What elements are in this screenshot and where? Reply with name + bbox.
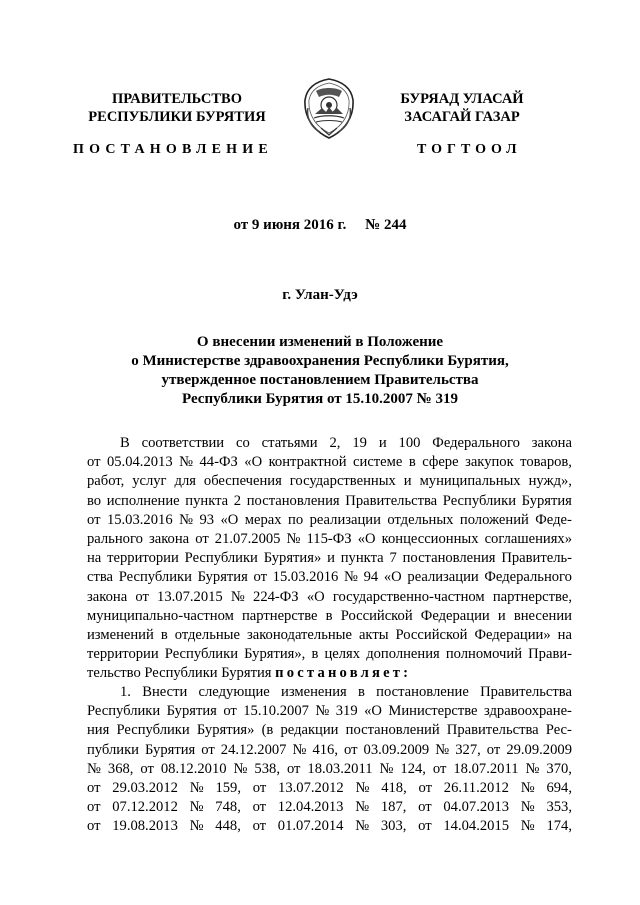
paragraph-line: 1. Внести следующие изменения в постановление Правительства [120,684,572,700]
paragraph-line: публики Бурятия от 24.12.2007 № 416, от 03.09.2009 № 327, от 29.09.2009 [87,741,572,758]
paragraph-line-text: тельство Республики Бурятия [87,665,276,682]
paragraph-line: закона от 13.07.2015 № 224-ФЗ «О государственно-частном партнерстве, [87,588,572,605]
document-type-russian: ПОСТАНОВЛЕНИЕ [73,142,273,157]
paragraph-last-line [87,664,572,683]
title-line: Республики Бурятия от 15.10.2007 № 319 [182,391,458,407]
coat-of-arms-icon [302,78,356,140]
paragraph-line: работ, услуг для обеспечения государственных и муниципальных нужд», [87,473,572,490]
government-name-buryat-line1: БУРЯАД УЛАСАЙ [400,91,524,107]
paragraph-line: изменений в отдельные законодательные акты Российской Федерации» на [87,626,572,643]
government-name-line1: ПРАВИТЕЛЬСТВО [112,91,242,107]
paragraph-line: Республики Бурятия от 15.10.2007 № 319 «О Министерстве здравоохране- [87,703,572,720]
paragraph-line: от 07.12.2012 № 748, от 12.04.2013 № 187, от 04.07.2013 № 353, [87,799,572,816]
paragraph-line: рального закона от 21.07.2005 № 115-ФЗ «О концессионных соглашениях» [87,530,572,547]
government-name-russian [70,90,284,126]
preamble-paragraph [87,434,572,683]
paragraph-line: от 05.04.2013 № 44-ФЗ «О контрактной системе в сфере закупок товаров, [87,454,572,471]
government-name-buryat-line2: ЗАСАГАЙ ГАЗАР [404,109,520,125]
paragraph-line: от 29.03.2012 № 159, от 13.07.2012 № 418, от 26.11.2012 № 694, [87,779,572,796]
document-number: № 244 [365,217,407,233]
paragraph-line: В соответствии со статьями 2, 19 и 100 Федерального закона [120,435,572,451]
paragraph-line: от 19.08.2013 № 448, от 01.07.2014 № 303, от 14.04.2015 № 174, [87,818,572,835]
document-title [60,333,580,409]
paragraph-line: № 368, от 08.12.2010 № 538, от 18.03.2011 № 124, от 18.07.2011 № 370, [87,760,572,777]
title-line: утвержденное постановлением Правительства [161,372,479,388]
document-type-buryat: ТОГТООЛ [417,142,522,157]
paragraph-line: на территории Республики Бурятия» и пункта 7 постановления Правитель- [87,550,572,567]
paragraph-line: от 15.03.2016 № 93 «О мерах по реализации отдельных положений Феде- [87,511,572,528]
government-name-line2: РЕСПУБЛИКИ БУРЯТИЯ [88,109,266,125]
clause-1-paragraph [87,683,572,837]
resolution-keyword: постановляет: [275,665,412,682]
government-name-buryat [384,90,540,126]
title-line: О внесении изменений в Положение [196,334,444,350]
document-city: г. Улан-Удэ [282,287,358,303]
paragraph-line: территории Республики Бурятия», в целях дополнения полномочий Прави- [87,646,572,663]
document-date-number [0,217,640,234]
paragraph-line: во исполнение пункта 2 постановления Правительства Республики Бурятия [87,492,572,509]
document-date: от 9 июня 2016 г. [233,217,347,233]
title-line: о Министерстве здравоохранения Республики Бурятия, [131,353,509,369]
paragraph-line: муниципально-частном партнерстве в Российской Федерации и внесении [87,607,572,624]
paragraph-line: ния Республики Бурятия» (в редакции постановлений Правительства Рес- [87,722,572,739]
paragraph-line: ства Республики Бурятия от 15.03.2016 № 94 «О реализации Федерального [87,569,572,586]
